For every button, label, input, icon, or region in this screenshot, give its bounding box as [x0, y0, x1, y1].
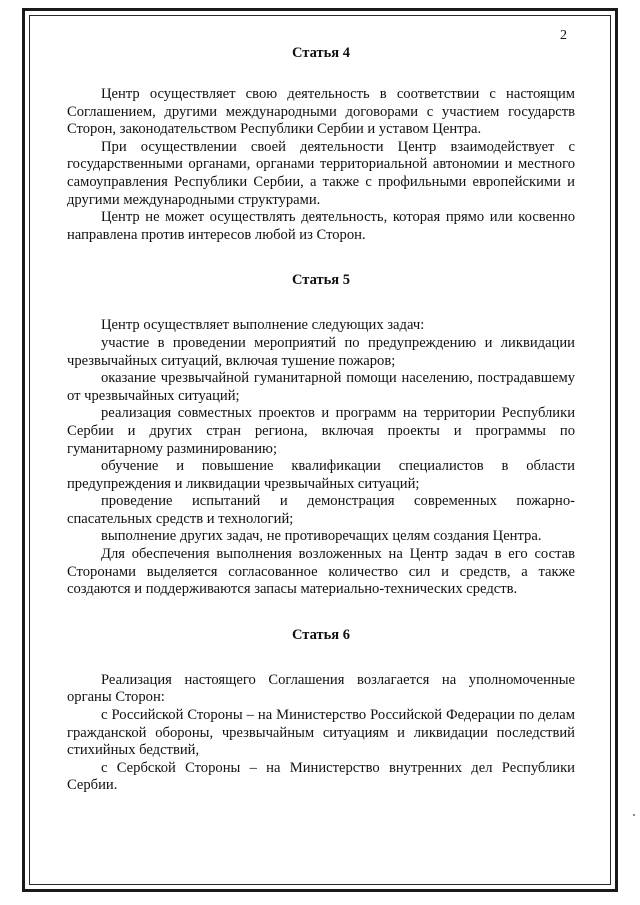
article-4	[67, 44, 575, 244]
list-item: участие в проведении мероприятий по предупреждению и ликвидации чрезвычайных ситуаций, включая тушение пожаров;	[67, 334, 575, 369]
list-item: проведение испытаний и демонстрация современных пожарно-спасательных средств и технологий;	[67, 493, 575, 527]
list-item: выполнение других задач, не противоречащих целям создания Центра.	[101, 528, 542, 545]
paragraph: Центр осуществляет выполнение следующих задач:	[101, 317, 425, 334]
list-item: оказание чрезвычайной гуманитарной помощи населению, пострадавшему от чрезвычайных ситуаций;	[67, 370, 575, 404]
list-item: с Российской Стороны – на Министерство Российской Федерации по делам гражданской обороны, чрезвычайным ситуациям и ликвидации последствий стихийных бедствий,	[67, 707, 575, 759]
article-6	[67, 626, 575, 795]
article-5	[67, 271, 575, 599]
paragraph: Реализация настоящего Соглашения возлагается на уполномоченные органы Сторон:	[67, 671, 575, 706]
paragraph: Центр не может осуществлять деятельность, которая прямо или косвенно направлена против интересов любой из Сторон.	[67, 209, 575, 243]
list-item: с Сербской Стороны – на Министерство внутренних дел Республики Сербии.	[67, 759, 575, 794]
paragraph: При осуществлении своей деятельности Центр взаимодействует с государственными органами, органами территориальной автономии и местного самоуправления Республики Сербии, а также с профильными европейскими и другими международными структурами.	[67, 138, 575, 208]
scan-speck	[633, 814, 635, 816]
article-title: Статья 5	[292, 272, 350, 289]
article-title: Статья 4	[292, 45, 350, 61]
list-item: обучение и повышение квалификации специалистов в области предупреждения и ликвидации чрезвычайных ситуаций;	[67, 458, 575, 492]
paragraph: Для обеспечения выполнения возложенных на Центр задач в его состав Сторонами выделяется согласованное количество сил и средств, а также создаются и поддерживаются запасы материально-технических средств.	[67, 546, 575, 598]
page-number: 2	[560, 28, 567, 43]
document-body	[67, 44, 575, 795]
list-item: реализация совместных проектов и программ на территории Республики Сербии и других стран региона, включая проекты и программы по гуманитарному разминированию;	[67, 405, 575, 457]
paragraph: Центр осуществляет свою деятельность в соответствии с настоящим Соглашением, другими международными договорами с участием государств Сторон, законодательством Республики Сербии и уставом Центра.	[67, 86, 575, 138]
article-title: Статья 6	[292, 626, 350, 643]
